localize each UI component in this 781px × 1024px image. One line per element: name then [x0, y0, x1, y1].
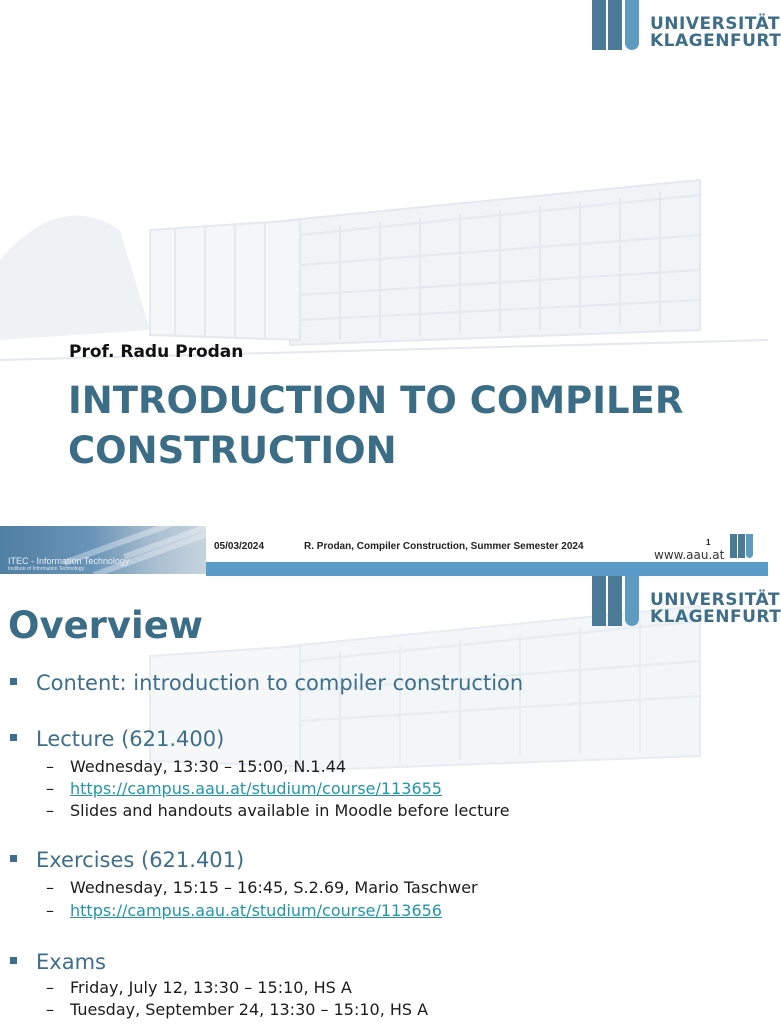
sub-item-text: Slides and handouts available in Moodle before lecture — [70, 801, 510, 820]
logo-bar-icon — [625, 576, 639, 626]
logo-text-line1: UNIVERSITÄT — [650, 14, 780, 34]
logo-bar-icon — [625, 0, 639, 50]
list-item — [10, 950, 106, 974]
logo-bar-icon — [592, 0, 606, 50]
sub-item-text: Wednesday, 15:15 – 16:45, S.2.69, Mario Taschwer — [70, 878, 478, 897]
logo-bar-icon — [608, 0, 622, 50]
logo-text-line2: KLAGENFURT — [650, 607, 781, 627]
sub-item: – Friday, July 12, 13:30 – 15:10, HS A — [46, 978, 352, 997]
list-item-label: Lecture (621.400) — [36, 727, 225, 751]
footer-course: R. Prodan, Compiler Construction, Summer Semester 2024 — [304, 541, 584, 552]
slide-heading: Overview — [8, 604, 203, 647]
logo-bar-icon — [608, 576, 622, 626]
square-bullet-icon — [10, 855, 17, 862]
course-link[interactable]: https://campus.aau.at/studium/course/113656 — [70, 901, 442, 920]
sub-item: – Wednesday, 13:30 – 15:00, N.1.44 — [46, 757, 347, 776]
slide-title-line1: INTRODUCTION TO COMPILER — [68, 379, 684, 422]
thumbnail-label: ITEC - Information Technology — [8, 556, 130, 566]
list-item-label: Content: introduction to compiler construction — [36, 671, 524, 695]
university-logo — [592, 0, 781, 52]
list-item — [10, 671, 523, 695]
square-bullet-icon — [10, 734, 17, 741]
footer-date: 05/03/2024 — [214, 541, 265, 552]
logo-text-line2: KLAGENFURT — [650, 31, 781, 51]
logo-bar-icon — [592, 576, 606, 626]
sub-item: – https://campus.aau.at/studium/course/113655 — [46, 779, 442, 798]
footer-url: www.aau.at — [654, 548, 725, 562]
list-item-label: Exams — [36, 950, 106, 974]
logo-text-line1: UNIVERSITÄT — [650, 590, 780, 610]
list-item — [10, 727, 224, 751]
sub-item: – Wednesday, 15:15 – 16:45, S.2.69, Mario Taschwer — [46, 878, 478, 897]
square-bullet-icon — [10, 678, 17, 685]
sub-item: – Slides and handouts available in Moodle before lecture — [46, 801, 510, 820]
slide-title-line2: CONSTRUCTION — [68, 429, 397, 472]
thumbnail-sublabel: Institute of Information Technology — [8, 566, 85, 572]
list-item-label: Exercises (621.401) — [36, 848, 245, 872]
list-item — [10, 848, 244, 872]
author-name: Prof. Radu Prodan — [69, 342, 244, 362]
square-bullet-icon — [10, 957, 17, 964]
sub-item-text: Wednesday, 13:30 – 15:00, N.1.44 — [70, 757, 347, 776]
sub-item: – Tuesday, September 24, 13:30 – 15:10, HS A — [46, 1000, 429, 1019]
sub-item: – https://campus.aau.at/studium/course/113656 — [46, 901, 442, 920]
course-link[interactable]: https://campus.aau.at/studium/course/113655 — [70, 779, 442, 798]
page-number: 1 — [706, 538, 711, 547]
overview-slide — [0, 576, 781, 1024]
sub-item-text: Friday, July 12, 13:30 – 15:10, HS A — [70, 978, 352, 997]
sub-item-text: Tuesday, September 24, 13:30 – 15:10, HS A — [70, 1000, 429, 1019]
university-logo — [592, 576, 781, 628]
